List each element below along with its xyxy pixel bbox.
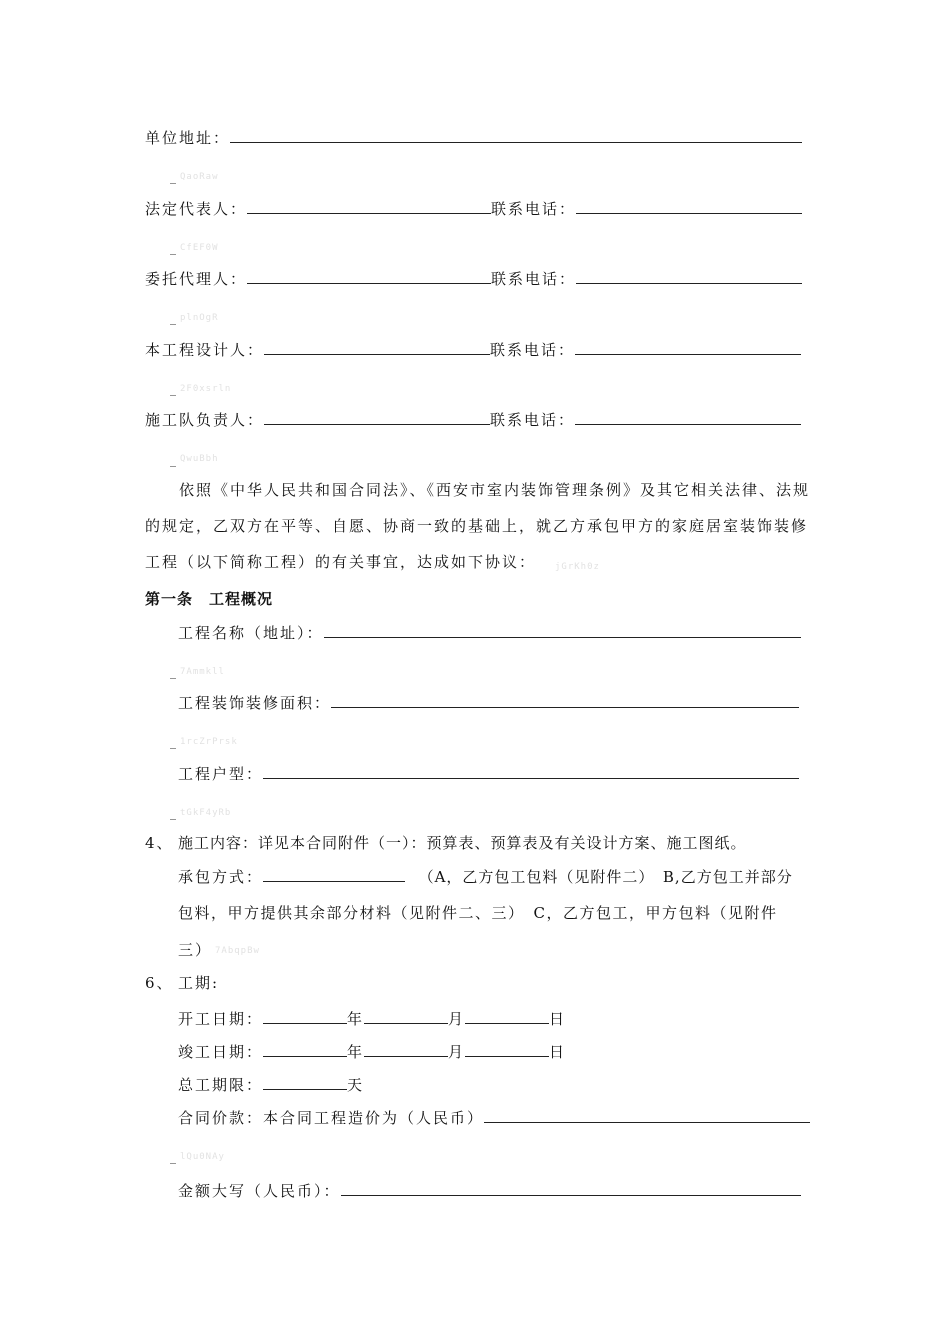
start-day-field[interactable] bbox=[465, 1008, 549, 1024]
total-period-row bbox=[178, 1074, 364, 1095]
legal-rep-label: 法定代表人： bbox=[145, 200, 248, 218]
item-4-text: 施工内容：详见本合同附件（一）：预算表、预算表及有关设计方案、施工图纸。 bbox=[178, 834, 747, 852]
foreman-row bbox=[145, 409, 801, 430]
item-6-row bbox=[145, 973, 219, 993]
area-label: 工程装饰装修面积： bbox=[178, 694, 332, 712]
underscore-mark: _ bbox=[170, 806, 176, 820]
legal-rep-row bbox=[145, 198, 802, 219]
amount-caps-label: 金额大写（人民币）： bbox=[178, 1182, 341, 1200]
underscore-mark: _ bbox=[170, 665, 176, 679]
ghost-mark: QaoRaw bbox=[180, 172, 219, 182]
end-date-row bbox=[178, 1041, 566, 1062]
total-period-field[interactable] bbox=[263, 1074, 347, 1090]
underscore-mark: _ bbox=[170, 735, 176, 749]
ghost-mark: lQu0NAy bbox=[180, 1152, 225, 1162]
underscore-mark: _ bbox=[170, 170, 176, 184]
contract-mode-label: 承包方式： bbox=[178, 868, 264, 886]
project-name-field[interactable] bbox=[324, 622, 801, 638]
item-6-number: 6、 bbox=[145, 974, 174, 992]
month-label: 月 bbox=[448, 1043, 466, 1061]
area-field[interactable] bbox=[331, 692, 799, 708]
foreman-field[interactable] bbox=[264, 409, 490, 425]
foreman-label: 施工队负责人： bbox=[145, 411, 265, 429]
designer-phone-field[interactable] bbox=[575, 339, 801, 355]
item-4-number: 4、 bbox=[145, 834, 174, 852]
unit-type-field[interactable] bbox=[263, 763, 799, 779]
underscore-mark: _ bbox=[170, 241, 176, 255]
underscore-mark: _ bbox=[170, 311, 176, 325]
unit-type-row bbox=[178, 763, 799, 784]
price-row bbox=[178, 1107, 810, 1128]
intro-paragraph: 依照《中华人民共和国合同法》、《西安市室内装饰管理条例》及其它相关法律、法规的规定，乙双方在平等、自愿、协商一致的基础上，就乙方承包甲方的家庭居室装饰装修工程（以下简称工程）的有关事宜，达成如下协议： bbox=[145, 481, 811, 571]
agent-row bbox=[145, 268, 802, 289]
year-label: 年 bbox=[347, 1010, 365, 1028]
area-row bbox=[178, 692, 799, 713]
total-period-label: 总工期限： bbox=[178, 1076, 264, 1094]
ghost-mark: jGrKh0z bbox=[555, 562, 600, 572]
phone-label: 联系电话： bbox=[490, 411, 576, 429]
designer-row bbox=[145, 339, 801, 360]
price-label: 合同价款：本合同工程造价为（人民币） bbox=[178, 1109, 485, 1127]
end-year-field[interactable] bbox=[263, 1041, 347, 1057]
end-day-field[interactable] bbox=[465, 1041, 549, 1057]
ghost-mark: 7AbqpBw bbox=[215, 946, 260, 956]
ghost-mark: 1rcZrPrsk bbox=[180, 737, 238, 747]
article-1-title: 第一条 工程概况 bbox=[145, 590, 274, 608]
legal-rep-phone-field[interactable] bbox=[576, 198, 802, 214]
start-date-label: 开工日期： bbox=[178, 1010, 264, 1028]
phone-label: 联系电话： bbox=[491, 270, 577, 288]
foreman-phone-field[interactable] bbox=[575, 409, 801, 425]
contract-mode-row bbox=[178, 866, 793, 887]
agent-label: 委托代理人： bbox=[145, 270, 248, 288]
ghost-mark: tGkF4yRb bbox=[180, 808, 232, 818]
legal-rep-field[interactable] bbox=[247, 198, 491, 214]
contract-mode-options-3: 三） bbox=[178, 941, 213, 959]
amount-caps-field[interactable] bbox=[341, 1180, 801, 1196]
end-month-field[interactable] bbox=[364, 1041, 448, 1057]
ghost-mark: 7Ammkll bbox=[180, 667, 225, 677]
agent-phone-field[interactable] bbox=[576, 268, 802, 284]
phone-label: 联系电话： bbox=[490, 341, 576, 359]
unit-type-label: 工程户型： bbox=[178, 765, 264, 783]
project-name-label: 工程名称（地址）： bbox=[178, 624, 324, 642]
ghost-mark: CfEF0W bbox=[180, 243, 219, 253]
start-year-field[interactable] bbox=[263, 1008, 347, 1024]
underscore-mark: _ bbox=[170, 1150, 176, 1164]
start-month-field[interactable] bbox=[364, 1008, 448, 1024]
end-date-label: 竣工日期： bbox=[178, 1043, 264, 1061]
ghost-mark: QwuBbh bbox=[180, 454, 219, 464]
contract-mode-field[interactable] bbox=[263, 866, 405, 882]
item-6-text: 工期: bbox=[178, 974, 220, 992]
designer-field[interactable] bbox=[264, 339, 490, 355]
ghost-mark: 2F0xsrln bbox=[180, 384, 232, 394]
day-label: 日 bbox=[549, 1043, 567, 1061]
price-field[interactable] bbox=[484, 1107, 810, 1123]
amount-caps-row bbox=[178, 1180, 801, 1201]
designer-label: 本工程设计人： bbox=[145, 341, 265, 359]
days-unit: 天 bbox=[347, 1076, 365, 1094]
underscore-mark: _ bbox=[170, 382, 176, 396]
contract-mode-options-1: （A，乙方包工包料（见附件二） B,乙方包工并部分 bbox=[418, 868, 793, 886]
underscore-mark: _ bbox=[170, 453, 176, 467]
year-label: 年 bbox=[347, 1043, 365, 1061]
start-date-row bbox=[178, 1008, 566, 1029]
address-row bbox=[145, 127, 802, 148]
item-4-row bbox=[145, 833, 747, 853]
month-label: 月 bbox=[448, 1010, 466, 1028]
address-field[interactable] bbox=[230, 127, 802, 143]
project-name-row bbox=[178, 622, 801, 643]
contract-mode-options-2: 包料，甲方提供其余部分材料（见附件二、三） C，乙方包工，甲方包料（见附件 bbox=[178, 904, 778, 922]
day-label: 日 bbox=[549, 1010, 567, 1028]
address-label: 单位地址： bbox=[145, 129, 231, 147]
phone-label: 联系电话： bbox=[491, 200, 577, 218]
agent-field[interactable] bbox=[247, 268, 491, 284]
ghost-mark: plnOgR bbox=[180, 313, 219, 323]
